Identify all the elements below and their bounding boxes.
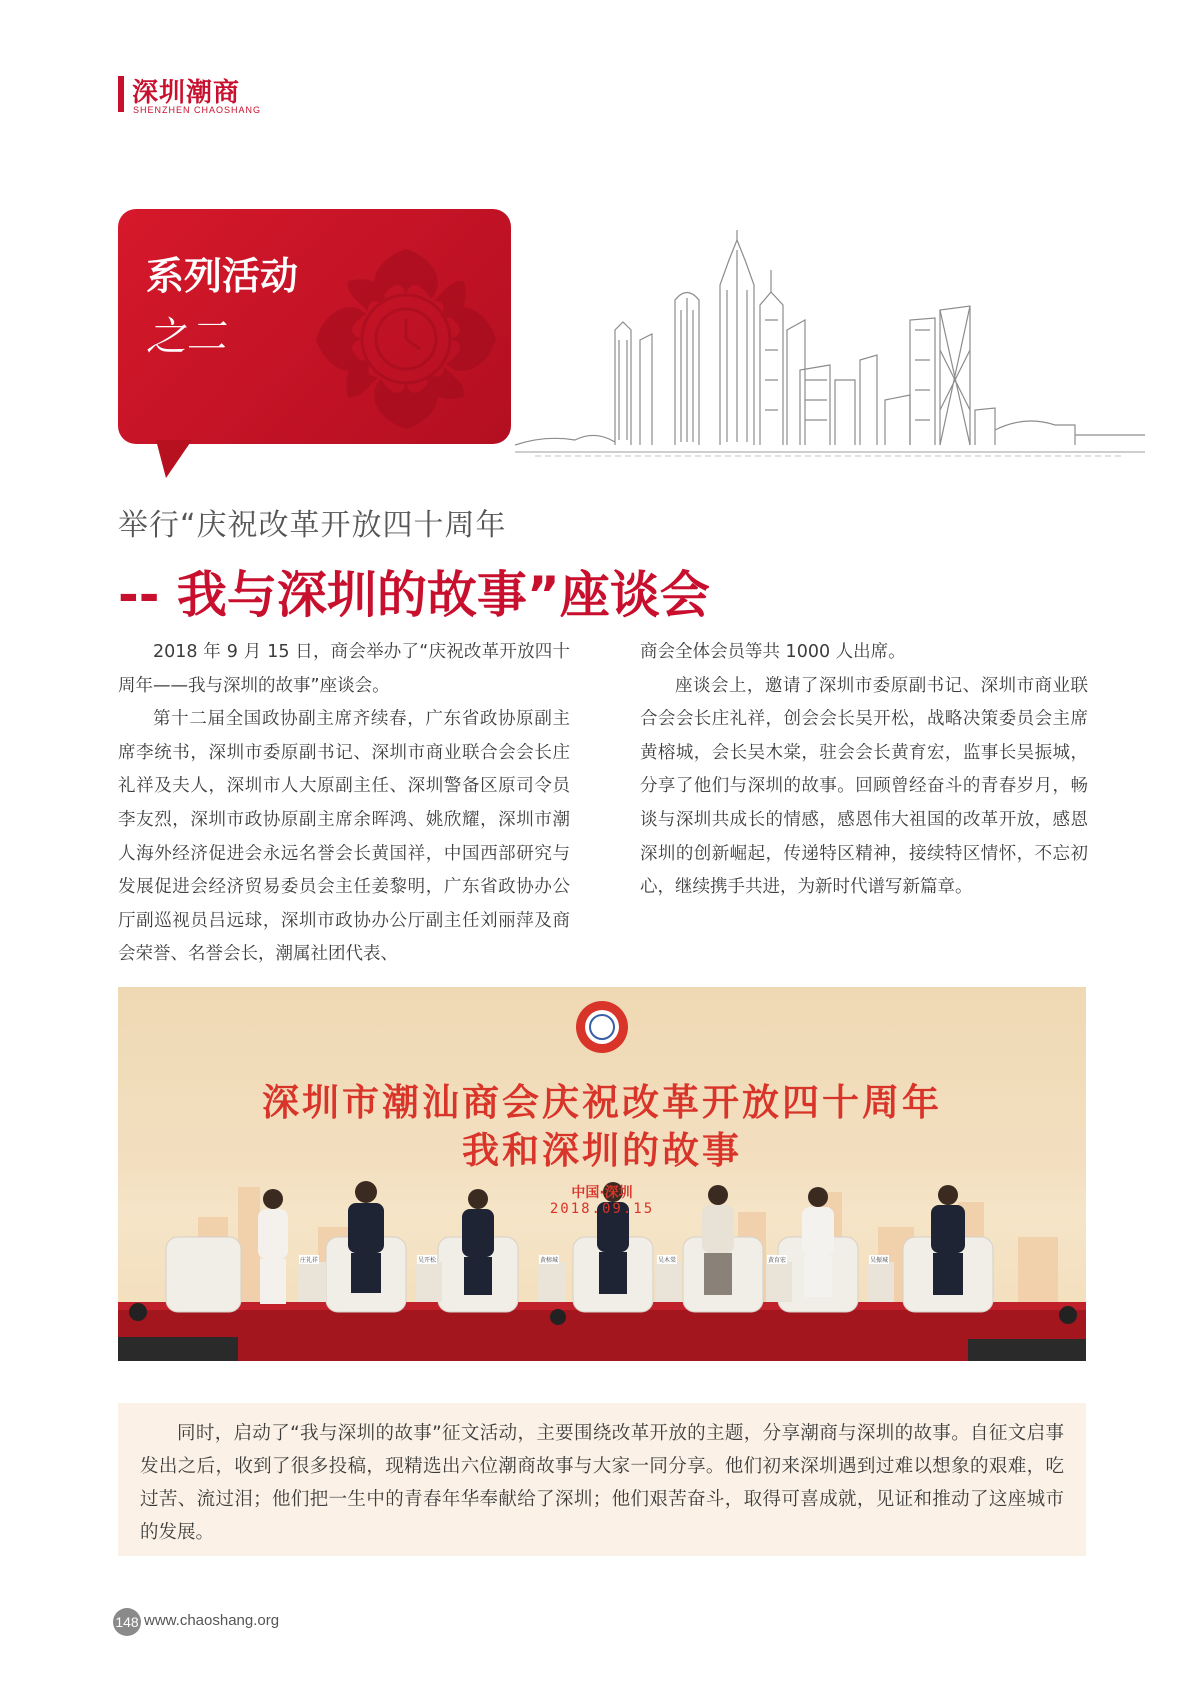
brand-name-cn: 深圳潮商 xyxy=(132,78,241,108)
highlight-text: 同时，启动了“我与深圳的故事”征文活动，主要围绕改革开放的主题，分享潮商与深圳的故事。自征文启事发出之后，收到了很多投稿，现精选出六位潮商故事与大家一同分享。他们初来深圳遇到过难以想象的艰难，吃过苦、流过泪；他们把一生中的青春年华奉献给了深圳；他们艰苦奋斗，取得可喜成就，见证和推动了这座城市的发展。 xyxy=(140,1423,1064,1543)
series-badge xyxy=(118,209,511,444)
photo-banner-subtitle: 我和深圳的故事 xyxy=(462,1129,742,1172)
chamber-seal-icon xyxy=(306,239,506,439)
paragraph: 第十二届全国政协副主席齐续春，广东省政协原副主席李统书，深圳市委原副书记、深圳市商业联合会会长庄礼祥及夫人，深圳市人大原副主任、深圳警备区原司令员李友烈，深圳市政协原副主席余晖鸿、姚欣耀，深圳市潮人海外经济促进会永远名誉会长黄国祥，中国西部研究与发展促进会经济贸易委员会主任姜黎明，广东省政协办公厅副巡视员吕远球，深圳市政协办公厅副主任刘丽萍及商会荣誉、名誉会长，潮属社团代表、 xyxy=(118,709,570,965)
brand-bar xyxy=(118,76,124,112)
city-skyline-illustration xyxy=(515,230,1145,460)
article-column-left xyxy=(118,636,570,972)
stage-scene xyxy=(118,987,1086,1361)
nameplate: 吴振城 xyxy=(870,1257,889,1264)
photo-banner-title: 深圳市潮汕商会庆祝改革开放四十周年 xyxy=(262,1081,942,1124)
photo-date: 2018.09.15 xyxy=(549,1201,655,1217)
paragraph: 2018 年 9 月 15 日，商会举办了“庆祝改革开放四十周年——我与深圳的故事”座谈会。 xyxy=(118,642,570,696)
headline-line2: -- 我与深圳的故事”座谈会 xyxy=(118,566,710,624)
article-column-right xyxy=(640,636,1088,905)
badge-title: 系列活动 xyxy=(146,254,299,298)
badge-pointer xyxy=(156,440,192,478)
photo-location: 中国·深圳 xyxy=(571,1185,633,1201)
paragraph: 商会全体会员等共 1000 人出席。 xyxy=(640,642,906,662)
nameplate: 黄育宏 xyxy=(768,1257,787,1264)
nameplate: 吴木棠 xyxy=(658,1257,677,1264)
nameplate: 吴开松 xyxy=(418,1257,437,1264)
paragraph: 座谈会上，邀请了深圳市委原副书记、深圳市商业联合会会长庄礼祥，创会会长吴开松，战略决策委员会主席黄榕城，会长吴木棠，驻会会长黄育宏，监事长吴振城，分享了他们与深圳的故事。回顾曾经奋斗的青春岁月，畅谈与深圳共成长的情感，感恩伟大祖国的改革开放，感恩深圳的创新崛起，传递特区精神，接续特区情怀，不忘初心，继续携手共进，为新时代谱写新篇章。 xyxy=(640,675,1088,898)
nameplate: 黄榕城 xyxy=(540,1257,559,1264)
headline-line1: 举行“庆祝改革开放四十周年 xyxy=(118,508,507,543)
highlight-box xyxy=(118,1403,1086,1556)
event-photo xyxy=(118,987,1086,1361)
brand-name-en: SHENZHEN CHAOSHANG xyxy=(133,105,262,115)
badge-subtitle: 之二 xyxy=(146,314,226,360)
nameplate: 庄礼祥 xyxy=(300,1257,319,1264)
website-link[interactable]: www.chaoshang.org xyxy=(144,1612,280,1629)
page-number: 148 xyxy=(113,1608,141,1636)
